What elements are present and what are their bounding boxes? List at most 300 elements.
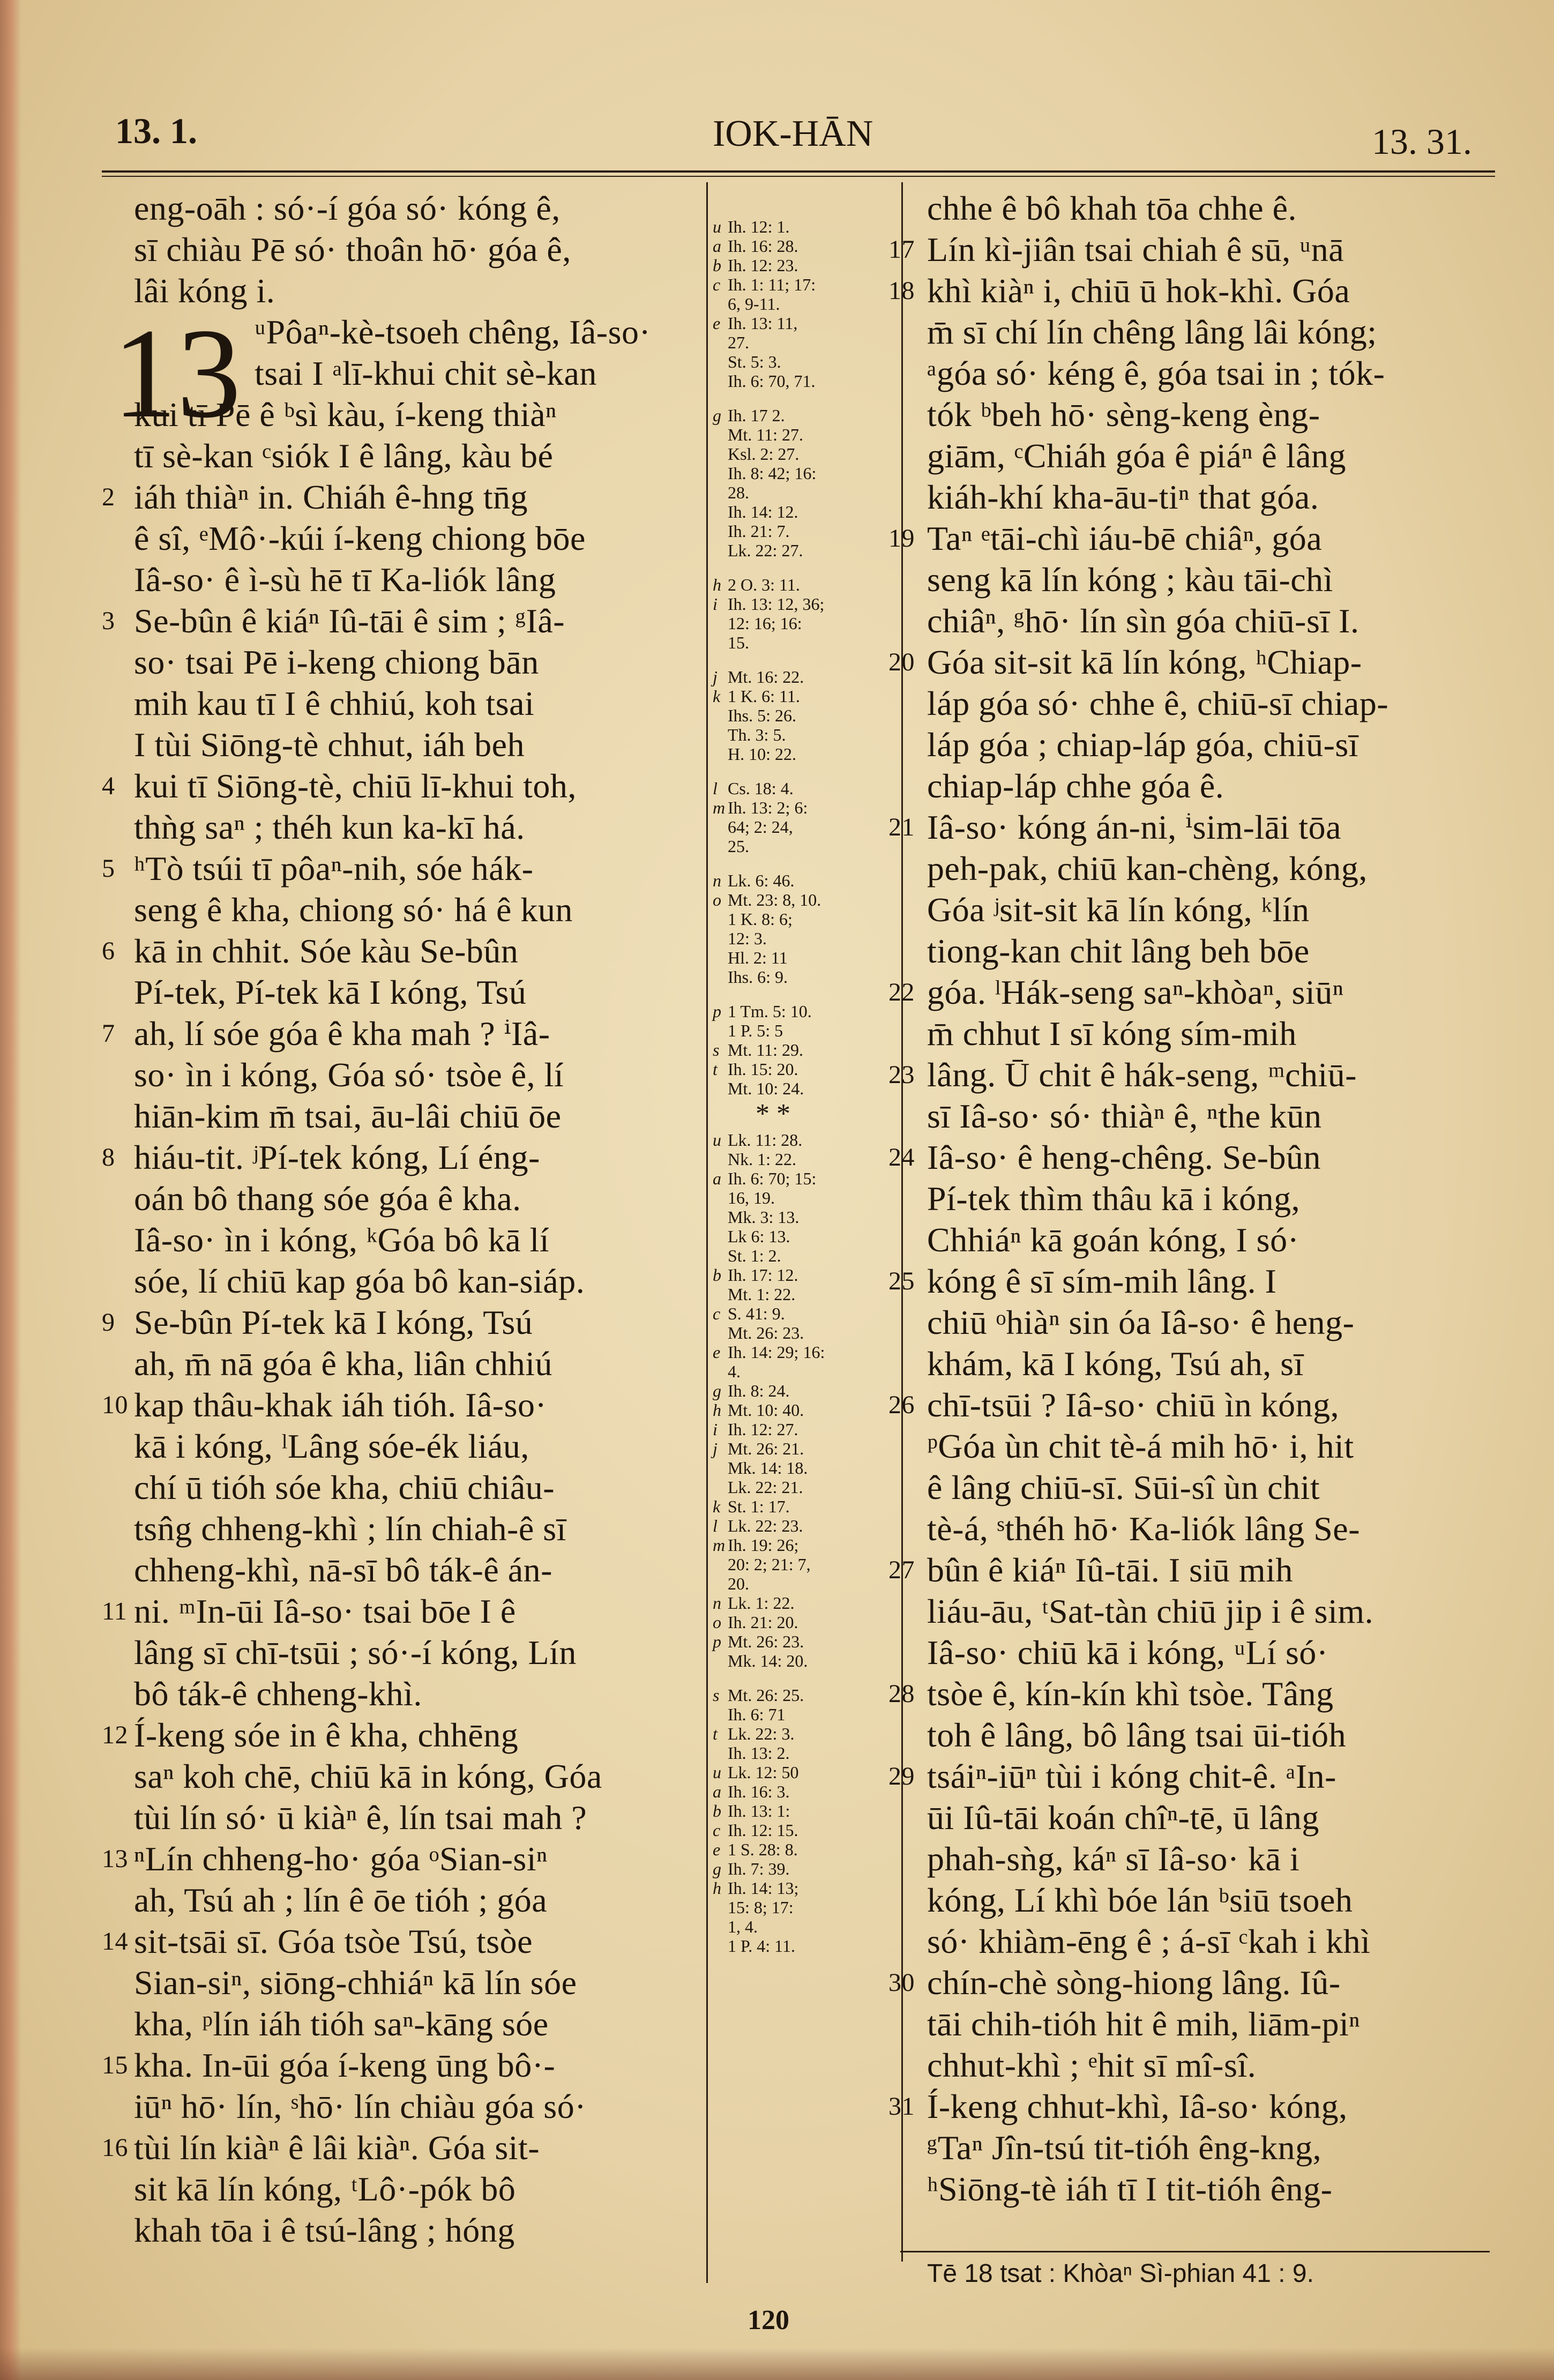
reference-text: 20: 2; 21: 7, [728, 1555, 811, 1574]
verse-line [134, 2086, 681, 2127]
verse-text: m̄ chhut I sī kóng sím-mih [927, 1014, 1297, 1053]
verse-line [927, 2168, 1495, 2210]
reference-text: 4. [728, 1362, 741, 1381]
reference-entry [713, 929, 890, 948]
reference-entry [713, 444, 890, 464]
verse-text: iáh thiàⁿ in. Chiáh ê-hng tn̄g [134, 478, 528, 516]
reference-text: Ih. 21: 20. [728, 1613, 798, 1632]
reference-letter: c [713, 275, 721, 294]
reference-letter: j [713, 667, 718, 687]
verse-text: Se-bûn ê kiáⁿ Iû-tāi ê sim ; ᵍIâ- [134, 602, 565, 640]
reference-entry [713, 890, 890, 909]
verse-text: hiáu-tit. ʲPí-tek kóng, Lí éng- [134, 1138, 540, 1176]
verse-line [927, 1921, 1495, 1962]
verse-line [102, 1714, 681, 1756]
reference-text: Nk. 1: 22. [728, 1150, 796, 1169]
reference-text: Ih. 13: 1: [728, 1801, 790, 1821]
reference-entry [713, 1878, 890, 1898]
verse-number: 6 [102, 937, 115, 965]
verse-text: tsáiⁿ-iūⁿ tùi i kóng chit-ê. ᵃIn- [927, 1757, 1336, 1795]
reference-entry [713, 1685, 890, 1705]
verse-text: m̄ sī chí lín chêng lâng lâi kóng; [927, 313, 1377, 351]
reference-entry [713, 1555, 890, 1574]
reference-entry [713, 521, 890, 541]
verse-text: kha. In-ūi góa í-keng ūng bô·- [134, 2046, 556, 2084]
reference-text: Lk. 22: 21. [728, 1478, 803, 1497]
verse-text: lâi kóng i. [134, 272, 275, 310]
reference-letter: e [713, 1342, 721, 1362]
reference-entry [713, 1439, 890, 1458]
verse-text: Chhiáⁿ kā goán kóng, I só· [927, 1221, 1299, 1259]
reference-letter: a [713, 1782, 721, 1801]
reference-letter: i [713, 1420, 718, 1439]
reference-letter: h [713, 1878, 721, 1898]
verse-line [102, 1921, 681, 1962]
section-separator: * * [756, 1099, 790, 1129]
reference-text: 1 S. 28: 8. [728, 1840, 798, 1859]
reference-entry [713, 1724, 890, 1743]
reference-letter: a [713, 236, 721, 256]
reference-text: Ih. 6: 71 [728, 1705, 786, 1724]
verse-text: khám, kā I kóng, Tsú ah, sī [927, 1345, 1304, 1383]
verse-text: só· khiàm-ēng ê ; á-sī ᶜkah i khì [927, 1922, 1371, 1960]
reference-text: St. 5: 3. [728, 352, 781, 371]
reference-letter: p [713, 1632, 721, 1651]
reference-entry [713, 1859, 890, 1878]
reference-text: St. 1: 2. [728, 1246, 781, 1265]
verse-text: ah, lí sóe góa ê kha mah ? ⁱIâ- [134, 1014, 550, 1053]
verse-line [888, 972, 1495, 1013]
verse-line [888, 1673, 1495, 1714]
verse-line [102, 600, 681, 641]
reference-letter: u [713, 1763, 721, 1782]
reference-entry [713, 464, 890, 483]
reference-text: Lk. 6: 46. [728, 871, 795, 890]
verse-text: chí ū tióh sóe kha, chiū chiâu- [134, 1468, 555, 1506]
reference-entry [713, 406, 890, 425]
reference-text: 12: 3. [728, 929, 767, 948]
reference-letter: l [713, 779, 718, 798]
verse-line [102, 476, 681, 518]
reference-entry [713, 425, 890, 444]
verse-line [134, 353, 681, 394]
column-divider-right [901, 182, 903, 2262]
reference-letter: n [713, 1593, 721, 1613]
verse-number: 18 [888, 277, 915, 305]
reference-entry [713, 1782, 890, 1801]
verse-text: oán bô thang sóe góa ê kha. [134, 1180, 521, 1218]
verse-text: ᵖGóa ùn chit tè-á mih hō· i, hit [927, 1427, 1354, 1465]
verse-text: tsn̂g chheng-khì ; lín chiah-ê sī [134, 1510, 566, 1548]
reference-entry [713, 1458, 890, 1478]
reference-text: Ih. 15: 20. [728, 1060, 798, 1079]
reference-entry [713, 1207, 890, 1227]
verse-text: Taⁿ ᵉtāi-chì iáu-bē chiâⁿ, góa [927, 519, 1323, 557]
verse-text: tók ᵇbeh hō· sèng-keng èng- [927, 396, 1320, 434]
header-rule-thin [102, 176, 1495, 177]
verse-line [927, 2003, 1495, 2045]
reference-entry [713, 1840, 890, 1859]
verse-text: kui tī Pē ê ᵇsì kàu, í-keng thiàⁿ [134, 396, 557, 434]
verse-number: 20 [888, 648, 915, 676]
reference-entry [713, 333, 890, 352]
reference-entry [713, 1060, 890, 1079]
verse-text: ê sî, ᵉMô·-kúi í-keng chiong bōe [134, 519, 586, 557]
reference-text: S. 41: 9. [728, 1304, 785, 1323]
chapter-number: 13 [113, 302, 241, 444]
verse-number: 15 [102, 2051, 128, 2079]
reference-entry [713, 1150, 890, 1169]
verse-number: 4 [102, 772, 115, 800]
reference-entry [713, 1400, 890, 1420]
reference-text: Mt. 26: 23. [728, 1323, 804, 1342]
verse-line [927, 2045, 1495, 2086]
verse-line [134, 518, 681, 559]
reference-entry [713, 871, 890, 890]
reference-text: Ih. 7: 39. [728, 1859, 790, 1878]
verse-line [927, 1343, 1495, 1384]
verse-text: lâng sī chī-tsūi ; só·-í kóng, Lín [134, 1633, 577, 1672]
reference-entry [713, 1478, 890, 1497]
verse-number: 2 [102, 483, 115, 511]
verse-number: 29 [888, 1762, 915, 1790]
verse-number: 25 [888, 1267, 915, 1295]
verse-line [927, 1797, 1495, 1838]
verse-line [927, 1879, 1495, 1921]
verse-text: chī-tsūi ? Iâ-so· chiū ìn kóng, [927, 1386, 1340, 1424]
verse-text: tī sè-kan ᶜsiók I ê lâng, kàu bé [134, 437, 554, 475]
reference-text: Ksl. 2: 27. [728, 444, 800, 464]
verse-text: Iâ-so· kóng án-ni, ⁱsim-lāi tōa [927, 808, 1342, 846]
reference-text: 1 P. 4: 11. [728, 1936, 795, 1956]
verse-line [888, 1549, 1495, 1591]
verse-line [134, 1632, 681, 1673]
reference-text: Mt. 26: 21. [728, 1439, 804, 1458]
reference-letter: u [713, 1130, 721, 1150]
verse-text: ⁿLín chheng-ho· góa ᵒSian-siⁿ [134, 1840, 548, 1878]
reference-text: Ih. 13: 11, [728, 314, 798, 333]
verse-line [134, 724, 681, 765]
verse-text: tāi chih-tióh hit ê mih, liām-piⁿ [927, 2005, 1361, 2043]
verse-line [927, 1632, 1495, 1673]
reference-entry [713, 1801, 890, 1821]
verse-line [134, 1508, 681, 1549]
verse-line [134, 394, 681, 435]
reference-text: Th. 3: 5. [728, 725, 786, 744]
verse-text: seng kā lín kóng ; kàu tāi-chì [927, 561, 1333, 599]
verse-number: 3 [102, 607, 115, 635]
verse-line [927, 1591, 1495, 1632]
reference-text: 12: 16; 16: [728, 614, 802, 633]
page-edge-bottom [0, 2348, 1554, 2380]
reference-text: Ih. 12: 27. [728, 1420, 798, 1439]
verse-line [134, 2003, 681, 2045]
reference-text: 27. [728, 333, 749, 352]
reference-text: 1 Tm. 5: 10. [728, 1002, 812, 1021]
verse-number: 5 [102, 854, 115, 883]
reference-text: Lk. 12: 50 [728, 1763, 799, 1782]
page-number: 120 [748, 2305, 789, 2336]
reference-letter: u [713, 217, 721, 236]
verse-text: tùi lín kiàⁿ ê lâi kiàⁿ. Góa sit- [134, 2129, 540, 2167]
verse-text: tiong-kan chit lâng beh bōe [927, 932, 1310, 970]
reference-text: Mk. 14: 18. [728, 1458, 808, 1478]
reference-text: 1, 4. [728, 1917, 758, 1936]
verse-line [927, 1095, 1495, 1137]
verse-line [134, 1095, 681, 1137]
reference-letter: e [713, 1840, 721, 1859]
verse-number: 14 [102, 1927, 128, 1956]
verse-text: tè-á, ˢthéh hō· Ka-liók lâng Se- [927, 1510, 1360, 1548]
reference-entry [713, 575, 890, 594]
header-right-ref: 13. 31. [1372, 121, 1472, 162]
reference-letter: b [713, 256, 721, 275]
verse-line [102, 2127, 681, 2168]
reference-letter: b [713, 1265, 721, 1285]
verse-line [134, 972, 681, 1013]
reference-entry [713, 1040, 890, 1060]
verse-line [134, 1549, 681, 1591]
verse-text: saⁿ koh chē, chiū kā in kóng, Góa [134, 1757, 602, 1795]
reference-entry [713, 1130, 890, 1150]
reference-text: 1 K. 6: 11. [728, 687, 800, 706]
verse-number: 7 [102, 1019, 115, 1048]
reference-entry [713, 1246, 890, 1265]
verse-text: Pí-tek, Pí-tek kā I kóng, Tsú [134, 973, 527, 1011]
verse-text: Iâ-so· ìn i kóng, ᵏGóa bô kā lí [134, 1221, 550, 1259]
reference-letter: i [713, 594, 718, 614]
reference-entry [713, 633, 890, 652]
verse-text: so· tsai Pē i-keng chiong bān [134, 643, 539, 681]
reference-letter: n [713, 871, 721, 890]
verse-number: 8 [102, 1143, 115, 1172]
verse-text: seng ê kha, chiong só· há ê kun [134, 891, 573, 929]
reference-text: Ih. 14: 29; 16: [728, 1342, 825, 1362]
reference-entry [713, 1917, 890, 1936]
reference-text: Mt. 16: 22. [728, 667, 804, 687]
reference-text: Lk. 22: 3. [728, 1724, 795, 1743]
verse-number: 30 [888, 1968, 915, 1997]
reference-text: Mt. 11: 29. [728, 1040, 804, 1060]
reference-letter: c [713, 1304, 721, 1323]
reference-text: Ihs. 5: 26. [728, 706, 796, 725]
reference-entry [713, 1574, 890, 1593]
verse-text: mih kau tī I ê chhiú, koh tsai [134, 684, 535, 722]
verse-line [927, 394, 1495, 435]
reference-entry [713, 1593, 890, 1613]
verse-number: 28 [888, 1680, 915, 1708]
reference-letter: h [713, 575, 721, 594]
reference-letter: k [713, 1497, 721, 1516]
reference-text: Ih. 14: 12. [728, 502, 798, 521]
verse-text: bô ták-ê chheng-khì. [134, 1675, 422, 1713]
reference-entry [713, 1632, 890, 1651]
verse-number: 24 [888, 1143, 915, 1172]
verse-line [927, 353, 1495, 394]
verse-text: ʰTò tsúi tī pôaⁿ-nih, sóe hák- [134, 849, 534, 887]
verse-text: iūⁿ hō· lín, ˢhō· lín chiàu góa só· [134, 2087, 586, 2125]
verse-text: chheng-khì, nā-sī bô ták-ê án- [134, 1551, 552, 1589]
reference-text: Ih. 19: 26; [728, 1535, 799, 1555]
reference-text: 28. [728, 483, 749, 502]
verse-line [888, 270, 1495, 311]
verse-text: Pí-tek thìm thâu kā i kóng, [927, 1180, 1301, 1218]
reference-text: Lk 6: 13. [728, 1227, 790, 1246]
verse-number: 12 [102, 1721, 128, 1749]
reference-letter: b [713, 1801, 721, 1821]
verse-text: ᵍTaⁿ Jîn-tsú tit-tióh êng-kng, [927, 2129, 1322, 2167]
verse-line [927, 1178, 1495, 1219]
verse-number: 17 [888, 235, 915, 264]
verse-line [134, 1962, 681, 2003]
reference-entry [713, 483, 890, 502]
reference-text: Ih. 13: 2; 6: [728, 798, 808, 817]
reference-entry [713, 1763, 890, 1782]
reference-entry [713, 1265, 890, 1285]
reference-entry [713, 314, 890, 333]
reference-entry [713, 667, 890, 687]
verse-text: Iâ-so· ê ì-sù hē tī Ka-liók lâng [134, 561, 556, 599]
verse-text: chiap-láp chhe góa ê. [927, 767, 1224, 805]
verse-number: 13 [102, 1845, 128, 1873]
verse-line [927, 1508, 1495, 1549]
verse-line [134, 1467, 681, 1508]
verse-line [888, 807, 1495, 848]
verse-text: sit kā lín kóng, ᵗLô·-pók bô [134, 2170, 516, 2208]
reference-entry [713, 909, 890, 929]
verse-line [134, 311, 681, 353]
reference-entry [713, 614, 890, 633]
verse-line [134, 1797, 681, 1838]
reference-letter: k [713, 687, 721, 706]
reference-entry [713, 1227, 890, 1246]
reference-text: Mt. 10: 24. [728, 1079, 804, 1098]
verse-text: sī chiàu Pē só· thoân hō· góa ê, [134, 230, 571, 268]
reference-letter: e [713, 314, 721, 333]
verse-line [888, 1962, 1495, 2003]
reference-text: 16, 19. [728, 1188, 775, 1207]
reference-text: Mt. 23: 8, 10. [728, 890, 821, 909]
verse-text: Góa sit-sit kā lín kóng, ʰChiap- [927, 643, 1362, 681]
verse-text: I tùi Siōng-tè chhut, iáh beh [134, 726, 525, 764]
reference-text: Ihs. 6: 9. [728, 967, 788, 987]
verse-text: bûn ê kiáⁿ Iû-tāi. I siū mih [927, 1551, 1293, 1589]
reference-text: Mk. 3: 13. [728, 1207, 800, 1227]
verse-line [134, 1673, 681, 1714]
verse-line [102, 1302, 681, 1343]
verse-text: kóng, Lí khì bóe lán ᵇsiū tsoeh [927, 1881, 1353, 1919]
verse-text: láp góa só· chhe ê, chiū-sī chiap- [927, 684, 1389, 722]
verse-text: ni. ᵐIn-ūi Iâ-so· tsai bōe I ê [134, 1592, 516, 1630]
verse-line [927, 1302, 1495, 1343]
reference-letter: g [713, 1859, 721, 1878]
header-left-ref: 13. 1. [115, 110, 197, 151]
reference-letter: s [713, 1685, 720, 1705]
verse-line [134, 1219, 681, 1260]
reference-text: 64; 2: 24, [728, 817, 793, 837]
verse-text: kā i kóng, ˡLâng sóe-ék liáu, [134, 1427, 529, 1465]
reference-entry [713, 1323, 890, 1342]
reference-text: 15. [728, 633, 749, 652]
verse-text: sī Iâ-so· só· thiàⁿ ê, ⁿthe kūn [927, 1097, 1322, 1135]
verse-number: 21 [888, 813, 915, 841]
verse-number: 23 [888, 1061, 915, 1089]
reference-text: Lk. 22: 27. [728, 541, 803, 560]
reference-entry [713, 1497, 890, 1516]
reference-entry [713, 1898, 890, 1917]
reference-text: Mt. 26: 23. [728, 1632, 804, 1651]
verse-line [888, 641, 1495, 683]
page-edge-left [0, 0, 21, 2380]
reference-text: 1 P. 5: 5 [728, 1021, 783, 1040]
verse-text: toh ê lâng, bô lâng tsai ūi-tióh [927, 1716, 1347, 1754]
verse-text: chín-chè sòng-hiong lâng. Iû- [927, 1964, 1341, 2002]
reference-entry [713, 725, 890, 744]
reference-text: 25. [728, 837, 749, 856]
verse-text: Iâ-so· chiū kā i kóng, ᵘLí só· [927, 1633, 1328, 1672]
verse-line [888, 518, 1495, 559]
verse-text: eng-oāh : só·-í góa só· kóng ê, [134, 189, 561, 227]
verse-number: 10 [102, 1391, 128, 1419]
reference-text: 15: 8; 17: [728, 1898, 794, 1917]
verse-text: ah, Tsú ah ; lín ê ōe tióh ; góa [134, 1881, 548, 1919]
reference-text: Ih. 6: 70, 71. [728, 371, 816, 391]
verse-text: ᵃgóa só· kéng ê, góa tsai in ; tók- [927, 354, 1385, 392]
reference-text: Lk. 11: 28. [728, 1130, 803, 1150]
verse-line [102, 930, 681, 972]
verse-line [927, 889, 1495, 930]
verse-text: kiáh-khí kha-āu-tiⁿ that góa. [927, 478, 1319, 516]
verse-text: sóe, lí chiū kap góa bô kan-siáp. [134, 1262, 585, 1300]
verse-line [134, 807, 681, 848]
verse-line [134, 1178, 681, 1219]
verse-line [134, 229, 681, 270]
verse-line [927, 683, 1495, 724]
reference-entry [713, 837, 890, 856]
reference-text: Ih. 16: 28. [728, 236, 798, 256]
reference-entry [713, 1169, 890, 1188]
verse-line [927, 188, 1495, 229]
reference-text: Ih. 12: 23. [728, 256, 798, 275]
verse-line [134, 435, 681, 476]
verse-line [888, 1384, 1495, 1426]
reference-text: Lk. 22: 23. [728, 1516, 803, 1535]
reference-letter: a [713, 1169, 721, 1188]
reference-entry [713, 1651, 890, 1670]
reference-entry [713, 1304, 890, 1323]
reference-entry [713, 1743, 890, 1763]
reference-entry [713, 967, 890, 987]
verse-number: 9 [102, 1308, 115, 1337]
verse-line [888, 229, 1495, 270]
verse-line [134, 2210, 681, 2251]
verse-line [134, 1426, 681, 1467]
verse-line [888, 2086, 1495, 2127]
header-book-title: IOK-HĀN [713, 113, 873, 154]
verse-text: Í-keng sóe in ê kha, chhēng [134, 1716, 519, 1754]
verse-line [888, 1054, 1495, 1095]
verse-line [927, 1013, 1495, 1054]
verse-line [134, 641, 681, 683]
verse-text: chhe ê bô khah tōa chhe ê. [927, 189, 1297, 227]
verse-line [134, 559, 681, 600]
verse-number: 22 [888, 978, 915, 1006]
reference-entry [713, 294, 890, 314]
verse-number: 11 [102, 1597, 128, 1625]
reference-entry [713, 1705, 890, 1724]
reference-text: Cs. 18: 4. [728, 779, 794, 798]
verse-text: so· ìn i kóng, Góa só· tsòe ê, lí [134, 1056, 564, 1094]
